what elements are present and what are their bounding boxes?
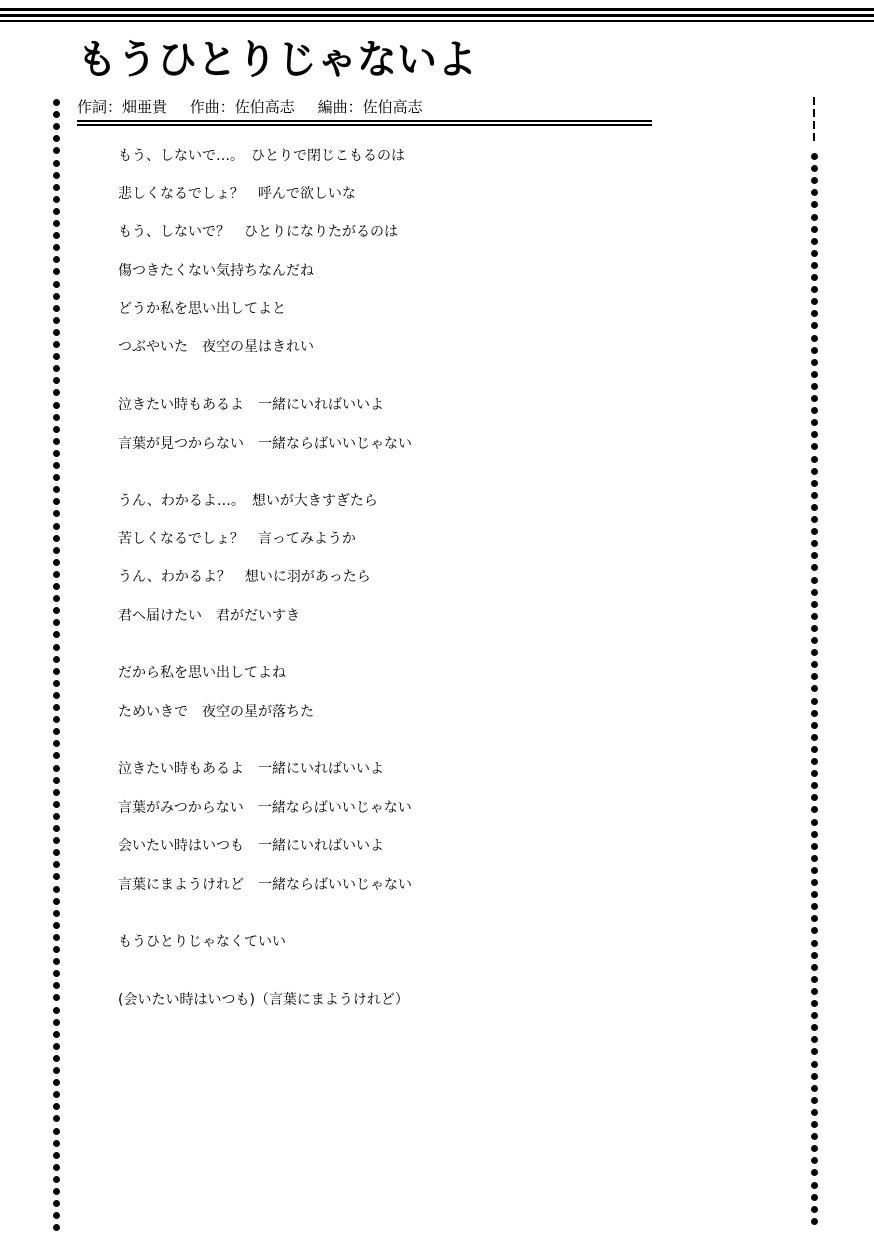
border-dot bbox=[811, 153, 818, 160]
lyricist-credit: 作詞：畑亜貴 bbox=[77, 98, 168, 116]
border-dot bbox=[811, 419, 818, 426]
lyric-line: 言葉が見つからない 一緒ならばいいじゃない bbox=[118, 436, 412, 452]
right-dot-border bbox=[811, 0, 821, 1240]
border-dot bbox=[53, 305, 60, 312]
border-dot bbox=[53, 1007, 60, 1014]
border-dot bbox=[53, 801, 60, 808]
lyric-line: (会いたい時はいつも)（言葉にまようけれど） bbox=[118, 992, 409, 1008]
border-dot bbox=[811, 976, 818, 983]
border-dot bbox=[811, 855, 818, 862]
border-dot bbox=[53, 244, 60, 251]
top-border-rule bbox=[0, 14, 874, 17]
border-dot bbox=[811, 589, 818, 596]
border-dot bbox=[811, 214, 818, 221]
border-dot bbox=[53, 886, 60, 893]
border-tick bbox=[813, 121, 815, 129]
border-dot bbox=[811, 407, 818, 414]
border-dot bbox=[811, 371, 818, 378]
border-dot bbox=[53, 1188, 60, 1195]
border-dot bbox=[53, 498, 60, 505]
border-dot bbox=[811, 758, 818, 765]
border-dot bbox=[53, 99, 60, 106]
border-dot bbox=[53, 1067, 60, 1074]
lyric-line: 悲しくなるでしょ？ 呼んで欲しいな bbox=[118, 186, 356, 202]
border-dot bbox=[53, 1031, 60, 1038]
border-dot bbox=[53, 692, 60, 699]
border-dot bbox=[811, 1109, 818, 1116]
border-dot bbox=[811, 673, 818, 680]
border-dot bbox=[53, 450, 60, 457]
border-dot bbox=[811, 625, 818, 632]
credits-underline bbox=[77, 124, 652, 126]
border-dot bbox=[811, 492, 818, 499]
border-dot bbox=[811, 238, 818, 245]
border-dot bbox=[811, 528, 818, 535]
border-dot bbox=[53, 293, 60, 300]
border-dot bbox=[53, 1043, 60, 1050]
composer-credit: 作曲：佐伯高志 bbox=[189, 98, 295, 116]
border-dot bbox=[53, 123, 60, 130]
border-dot bbox=[53, 547, 60, 554]
lyric-line: うん、わかるよ…。 想いが大きすぎたら bbox=[118, 493, 378, 509]
border-dot bbox=[53, 982, 60, 989]
border-dot bbox=[53, 946, 60, 953]
border-dot bbox=[53, 389, 60, 396]
border-dot bbox=[53, 172, 60, 179]
border-dot bbox=[811, 1194, 818, 1201]
border-dot bbox=[811, 794, 818, 801]
border-dot bbox=[53, 849, 60, 856]
border-dot bbox=[811, 637, 818, 644]
border-dot bbox=[53, 1140, 60, 1147]
lyric-line: 苦しくなるでしょ？ 言ってみようか bbox=[118, 531, 356, 547]
song-title: もうひとりじゃないよ bbox=[77, 37, 477, 83]
border-dot bbox=[811, 1073, 818, 1080]
border-dot bbox=[811, 927, 818, 934]
border-dot bbox=[811, 746, 818, 753]
border-dot bbox=[53, 631, 60, 638]
border-dot bbox=[53, 607, 60, 614]
lyric-line: 泣きたい時もあるよ 一緒にいればいいよ bbox=[118, 397, 384, 413]
border-dot bbox=[53, 462, 60, 469]
border-dot bbox=[811, 806, 818, 813]
border-dot bbox=[53, 220, 60, 227]
border-dot bbox=[811, 1097, 818, 1104]
border-dot bbox=[53, 341, 60, 348]
border-dot bbox=[53, 716, 60, 723]
border-dot bbox=[53, 196, 60, 203]
lyric-line: 言葉がみつからない 一緒ならばいいじゃない bbox=[118, 800, 412, 816]
top-border-rule bbox=[0, 8, 874, 11]
border-dot bbox=[53, 147, 60, 154]
lyric-line: 会いたい時はいつも 一緒にいればいいよ bbox=[118, 838, 384, 854]
lyric-line: ためいきで 夜空の星が落ちた bbox=[118, 704, 314, 720]
border-dot bbox=[811, 964, 818, 971]
lyric-line: どうか私を思い出してよと bbox=[118, 301, 286, 317]
border-dot bbox=[811, 1036, 818, 1043]
border-dot bbox=[811, 988, 818, 995]
border-dot bbox=[811, 915, 818, 922]
border-dot bbox=[53, 208, 60, 215]
border-dot bbox=[811, 1012, 818, 1019]
border-dot bbox=[53, 970, 60, 977]
border-dot bbox=[811, 383, 818, 390]
border-dot bbox=[53, 426, 60, 433]
border-dot bbox=[811, 201, 818, 208]
border-dot bbox=[811, 226, 818, 233]
border-dot bbox=[53, 861, 60, 868]
border-dot bbox=[811, 177, 818, 184]
border-dot bbox=[53, 740, 60, 747]
border-dot bbox=[53, 619, 60, 626]
border-dot bbox=[53, 837, 60, 844]
border-dot bbox=[53, 583, 60, 590]
border-dot bbox=[53, 668, 60, 675]
border-dot bbox=[53, 184, 60, 191]
border-dot bbox=[53, 486, 60, 493]
border-dot bbox=[811, 310, 818, 317]
border-dot bbox=[53, 958, 60, 965]
border-dot bbox=[53, 644, 60, 651]
border-dot bbox=[53, 353, 60, 360]
border-dot bbox=[811, 952, 818, 959]
border-dot bbox=[53, 1212, 60, 1219]
border-dot bbox=[53, 1115, 60, 1122]
border-dot bbox=[811, 685, 818, 692]
border-dot bbox=[811, 1061, 818, 1068]
lyric-line: つぶやいた 夜空の星はきれい bbox=[118, 339, 314, 355]
border-dot bbox=[811, 335, 818, 342]
border-dot bbox=[811, 1206, 818, 1213]
border-dot bbox=[811, 431, 818, 438]
top-border-rule bbox=[0, 20, 874, 22]
lyric-line: もう、しないで？ ひとりになりたがるのは bbox=[118, 224, 398, 240]
border-dot bbox=[53, 910, 60, 917]
border-dot bbox=[53, 680, 60, 687]
border-dot bbox=[811, 601, 818, 608]
border-dot bbox=[811, 395, 818, 402]
border-dot bbox=[811, 1169, 818, 1176]
lyric-line: 傷つきたくない気持ちなんだね bbox=[118, 263, 314, 279]
border-dot bbox=[53, 1091, 60, 1098]
border-dot bbox=[811, 165, 818, 172]
border-dot bbox=[53, 256, 60, 263]
border-dot bbox=[811, 322, 818, 329]
border-dot bbox=[811, 782, 818, 789]
border-dot bbox=[53, 1200, 60, 1207]
border-dot bbox=[811, 903, 818, 910]
border-dot bbox=[811, 516, 818, 523]
border-dot bbox=[53, 825, 60, 832]
border-dot bbox=[53, 365, 60, 372]
border-dot bbox=[53, 1128, 60, 1135]
border-dot bbox=[53, 922, 60, 929]
border-dot bbox=[53, 752, 60, 759]
border-dot bbox=[811, 480, 818, 487]
border-dot bbox=[53, 317, 60, 324]
border-dot bbox=[53, 559, 60, 566]
border-dot bbox=[53, 789, 60, 796]
left-dot-border bbox=[53, 0, 63, 1240]
border-dot bbox=[811, 298, 818, 305]
border-dot bbox=[53, 111, 60, 118]
border-dot bbox=[53, 765, 60, 772]
border-dot bbox=[811, 843, 818, 850]
border-dot bbox=[53, 813, 60, 820]
border-dot bbox=[53, 728, 60, 735]
border-dot bbox=[811, 770, 818, 777]
credits-underline bbox=[77, 120, 652, 122]
border-dot bbox=[811, 1000, 818, 1007]
border-dot bbox=[53, 1176, 60, 1183]
border-dot bbox=[811, 1048, 818, 1055]
border-dot bbox=[811, 274, 818, 281]
lyric-line: もう、しないで…。 ひとりで閉じこもるのは bbox=[118, 148, 405, 164]
border-dot bbox=[811, 1157, 818, 1164]
border-dot bbox=[811, 189, 818, 196]
border-dot bbox=[53, 402, 60, 409]
border-dot bbox=[53, 438, 60, 445]
lyric-line: だから私を思い出してよね bbox=[118, 665, 286, 681]
border-dot bbox=[811, 552, 818, 559]
border-dot bbox=[811, 564, 818, 571]
border-dot bbox=[53, 232, 60, 239]
border-dot bbox=[53, 1224, 60, 1231]
border-dot bbox=[811, 722, 818, 729]
border-dot bbox=[53, 377, 60, 384]
border-dot bbox=[811, 698, 818, 705]
border-dot bbox=[811, 359, 818, 366]
border-dot bbox=[811, 1218, 818, 1225]
border-dot bbox=[811, 891, 818, 898]
border-dot bbox=[53, 595, 60, 602]
border-dot bbox=[811, 1133, 818, 1140]
border-dot bbox=[811, 347, 818, 354]
border-dot bbox=[811, 577, 818, 584]
border-dot bbox=[53, 656, 60, 663]
arranger-credit: 編曲：佐伯高志 bbox=[317, 98, 423, 116]
border-dot bbox=[811, 613, 818, 620]
border-dot bbox=[53, 1079, 60, 1086]
border-dot bbox=[811, 540, 818, 547]
border-dot bbox=[811, 1121, 818, 1128]
border-dot bbox=[811, 710, 818, 717]
border-dot bbox=[811, 940, 818, 947]
border-dot bbox=[53, 873, 60, 880]
border-dot bbox=[53, 1019, 60, 1026]
border-dot bbox=[53, 268, 60, 275]
border-dot bbox=[811, 879, 818, 886]
border-dot bbox=[53, 1152, 60, 1159]
border-dot bbox=[53, 135, 60, 142]
lyric-line: うん、わかるよ？ 想いに羽があったら bbox=[118, 569, 371, 585]
border-dot bbox=[811, 1024, 818, 1031]
border-dot bbox=[53, 535, 60, 542]
border-tick bbox=[813, 109, 815, 117]
border-dot bbox=[811, 456, 818, 463]
border-dot bbox=[53, 898, 60, 905]
border-dot bbox=[53, 281, 60, 288]
border-dot bbox=[53, 1164, 60, 1171]
border-dot bbox=[811, 468, 818, 475]
border-dot bbox=[53, 1103, 60, 1110]
border-dot bbox=[53, 571, 60, 578]
lyric-line: 泣きたい時もあるよ 一緒にいればいいよ bbox=[118, 761, 384, 777]
border-dot bbox=[811, 443, 818, 450]
border-dot bbox=[811, 661, 818, 668]
border-dot bbox=[53, 777, 60, 784]
border-dot bbox=[811, 1085, 818, 1092]
border-dot bbox=[811, 504, 818, 511]
border-dot bbox=[53, 474, 60, 481]
lyric-line: 君へ届けたい 君がだいすき bbox=[118, 608, 300, 624]
border-dot bbox=[811, 831, 818, 838]
border-dot bbox=[811, 1145, 818, 1152]
border-dot bbox=[811, 250, 818, 257]
border-dot bbox=[53, 994, 60, 1001]
border-dot bbox=[811, 286, 818, 293]
border-dot bbox=[53, 160, 60, 167]
border-dot bbox=[811, 867, 818, 874]
border-dot bbox=[53, 329, 60, 336]
lyric-line: もうひとりじゃなくていい bbox=[118, 934, 286, 950]
lyric-line: 言葉にまようけれど 一緒ならばいいじゃない bbox=[118, 877, 412, 893]
border-tick bbox=[813, 133, 815, 141]
border-dot bbox=[53, 510, 60, 517]
border-dot bbox=[811, 734, 818, 741]
border-dot bbox=[53, 414, 60, 421]
border-dot bbox=[811, 262, 818, 269]
border-dot bbox=[811, 1182, 818, 1189]
song-credits bbox=[77, 96, 423, 118]
border-dot bbox=[811, 649, 818, 656]
border-dot bbox=[811, 819, 818, 826]
border-dot bbox=[53, 523, 60, 530]
border-dot bbox=[53, 1055, 60, 1062]
border-dot bbox=[53, 934, 60, 941]
border-dot bbox=[53, 704, 60, 711]
border-tick bbox=[813, 97, 815, 105]
